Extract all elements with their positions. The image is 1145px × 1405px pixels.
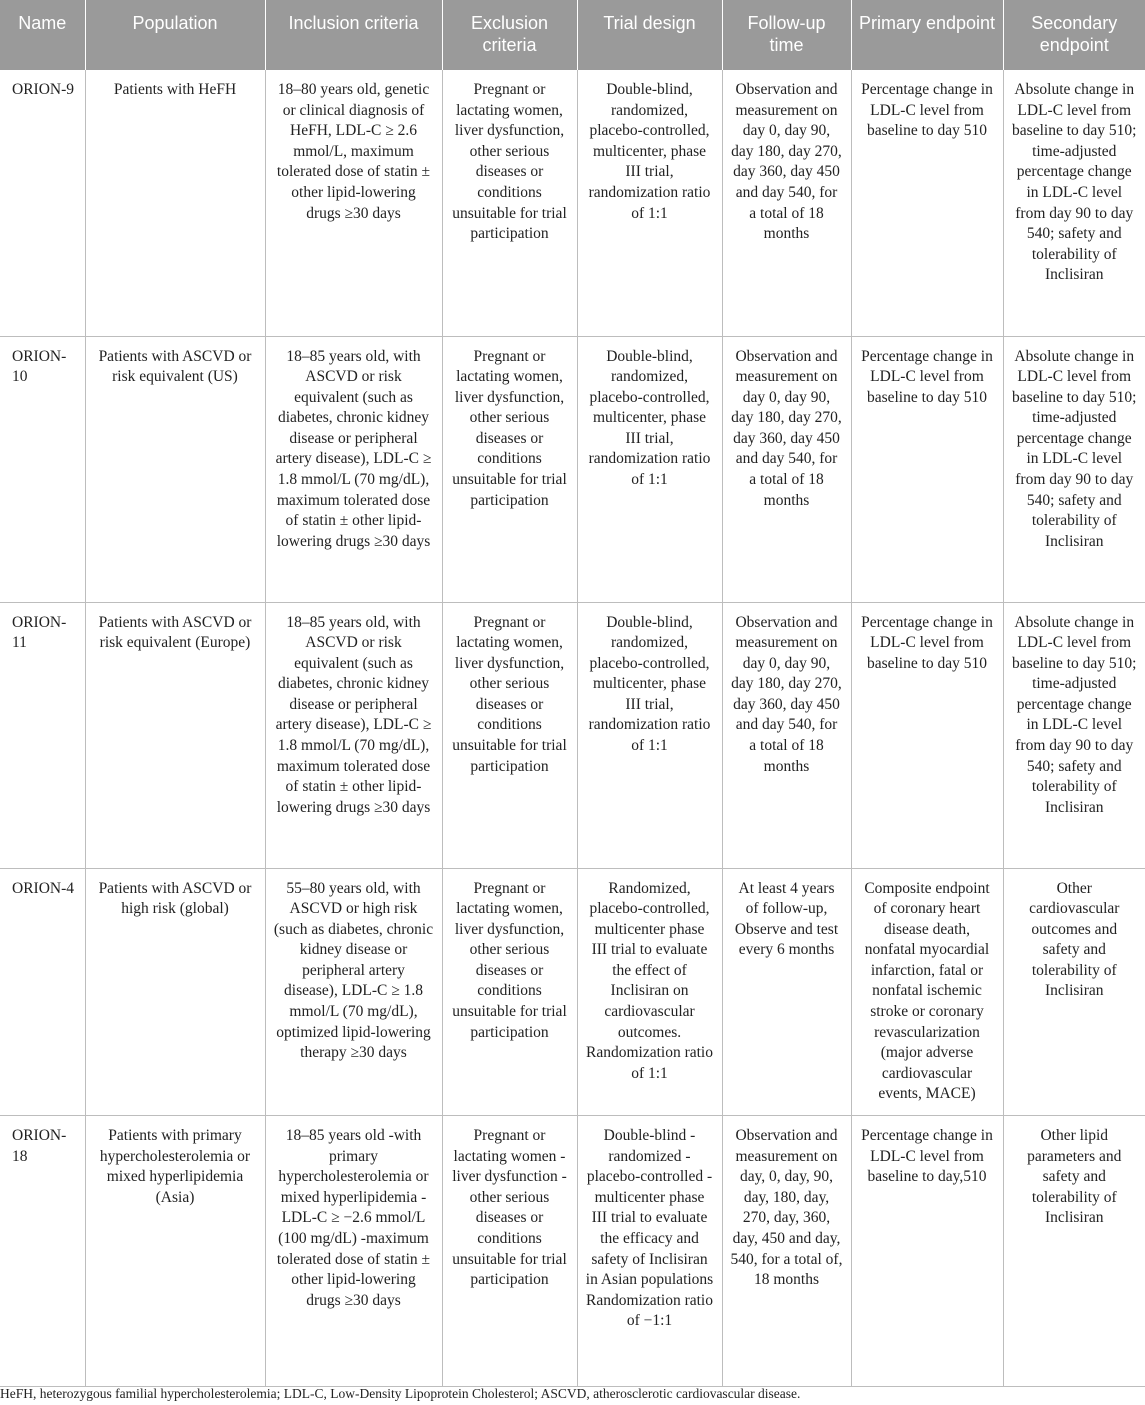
header-exclusion: Exclusion criteria [442,0,577,70]
header-population: Population [85,0,265,70]
cell-name: ORION-18 [0,1116,85,1387]
cell-population: Patients with primary hypercholesterolemia or mixed hyperlipidemia (Asia) [85,1116,265,1387]
cell-design: Double-blind, randomized, placebo-controlled, multicenter, phase III trial, randomization ratio of 1:1 [577,602,722,868]
cell-design: Randomized, placebo-controlled, multicenter phase III trial to evaluate the effect of Inclisiran on cardiovascular outcomes. Randomization ratio of 1:1 [577,868,722,1116]
table-row [0,602,1145,868]
cell-inclusion: 18–85 years old -with primary hypercholesterolemia or mixed hyperlipidemia -LDL-C ≥ −2.6 mmol/L (100 mg/dL) -maximum tolerated dose of statin ± other lipid-lowering drugs ≥30 days [265,1116,442,1387]
cell-exclusion: Pregnant or lactating women, liver dysfunction, other serious diseases or conditions unsuitable for trial participation [442,602,577,868]
cell-name: ORION-4 [0,868,85,1116]
cell-primary: Percentage change in LDL-C level from baseline to day 510 [851,602,1003,868]
cell-design: Double-blind, randomized, placebo-controlled, multicenter, phase III trial, randomization ratio of 1:1 [577,336,722,602]
cell-followup: Observation and measurement on day 0, day 90, day 180, day 270, day 360, day 450 and day 540, for a total of 18 months [722,336,851,602]
cell-design: Double-blind -randomized -placebo-controlled -multicenter phase III trial to evaluate the efficacy and safety of Inclisiran in Asian populations Randomization ratio of −1:1 [577,1116,722,1387]
cell-name: ORION-9 [0,70,85,336]
header-inclusion: Inclusion criteria [265,0,442,70]
cell-secondary: Absolute change in LDL-C level from baseline to day 510; time-adjusted percentage change in LDL-C level from day 90 to day 540; safety and tolerability of Inclisiran [1003,602,1145,868]
cell-followup: Observation and measurement on day, 0, day, 90, day, 180, day, 270, day, 360, day, 450 and day, 540, for a total of, 18 months [722,1116,851,1387]
cell-name: ORION-11 [0,602,85,868]
header-name: Name [0,0,85,70]
cell-inclusion: 55–80 years old, with ASCVD or high risk (such as diabetes, chronic kidney disease or peripheral artery disease), LDL-C ≥ 1.8 mmol/L (70 mg/dL), optimized lipid-lowering therapy ≥30 days [265,868,442,1116]
cell-inclusion: 18–80 years old, genetic or clinical diagnosis of HeFH, LDL-C ≥ 2.6 mmol/L, maximum tolerated dose of statin ± other lipid-lowering drugs ≥30 days [265,70,442,336]
cell-inclusion: 18–85 years old, with ASCVD or risk equivalent (such as diabetes, chronic kidney disease or peripheral artery disease), LDL-C ≥ 1.8 mmol/L (70 mg/dL), maximum tolerated dose of statin ± other lipid-lowering drugs ≥30 days [265,336,442,602]
cell-population: Patients with ASCVD or risk equivalent (US) [85,336,265,602]
cell-secondary: Absolute change in LDL-C level from baseline to day 510; time-adjusted percentage change in LDL-C level from day 90 to day 540; safety and tolerability of Inclisiran [1003,336,1145,602]
cell-population: Patients with HeFH [85,70,265,336]
cell-primary: Percentage change in LDL-C level from baseline to day 510 [851,70,1003,336]
cell-design: Double-blind, randomized, placebo-controlled, multicenter, phase III trial, randomization ratio of 1:1 [577,70,722,336]
table-row [0,868,1145,1116]
header-design: Trial design [577,0,722,70]
cell-primary: Percentage change in LDL-C level from baseline to day,510 [851,1116,1003,1387]
header-primary: Primary endpoint [851,0,1003,70]
cell-followup: At least 4 years of follow-up, Observe and test every 6 months [722,868,851,1116]
cell-secondary: Other cardiovascular outcomes and safety and tolerability of Inclisiran [1003,868,1145,1116]
cell-followup: Observation and measurement on day 0, day 90, day 180, day 270, day 360, day 450 and day 540, for a total of 18 months [722,70,851,336]
cell-secondary: Other lipid parameters and safety and tolerability of Inclisiran [1003,1116,1145,1387]
cell-primary: Composite endpoint of coronary heart disease death, nonfatal myocardial infarction, fatal or nonfatal ischemic stroke or coronary revascularization (major adverse cardiovascular events, MACE) [851,868,1003,1116]
cell-name: ORION-10 [0,336,85,602]
cell-population: Patients with ASCVD or high risk (global) [85,868,265,1116]
cell-secondary: Absolute change in LDL-C level from baseline to day 510; time-adjusted percentage change in LDL-C level from day 90 to day 540; safety and tolerability of Inclisiran [1003,70,1145,336]
header-followup: Follow-up time [722,0,851,70]
header-secondary: Secondary endpoint [1003,0,1145,70]
table-row [0,336,1145,602]
cell-exclusion: Pregnant or lactating women, liver dysfunction, other serious diseases or conditions unsuitable for trial participation [442,70,577,336]
table-row [0,1116,1145,1387]
cell-primary: Percentage change in LDL-C level from baseline to day 510 [851,336,1003,602]
cell-population: Patients with ASCVD or risk equivalent (Europe) [85,602,265,868]
header-row [0,0,1145,70]
cell-followup: Observation and measurement on day 0, day 90, day 180, day 270, day 360, day 450 and day 540, for a total of 18 months [722,602,851,868]
cell-exclusion: Pregnant or lactating women -liver dysfunction -other serious diseases or conditions unsuitable for trial participation [442,1116,577,1387]
table-row [0,70,1145,336]
table-footnote: HeFH, heterozygous familial hypercholesterolemia; LDL-C, Low-Density Lipoprotein Cholesterol; ASCVD, atherosclerotic cardiovascular disease. [0,1386,801,1401]
cell-exclusion: Pregnant or lactating women, liver dysfunction, other serious diseases or conditions unsuitable for trial participation [442,336,577,602]
cell-inclusion: 18–85 years old, with ASCVD or risk equivalent (such as diabetes, chronic kidney disease or peripheral artery disease), LDL-C ≥ 1.8 mmol/L (70 mg/dL), maximum tolerated dose of statin ± other lipid-lowering drugs ≥30 days [265,602,442,868]
cell-exclusion: Pregnant or lactating women, liver dysfunction, other serious diseases or conditions unsuitable for trial participation [442,868,577,1116]
